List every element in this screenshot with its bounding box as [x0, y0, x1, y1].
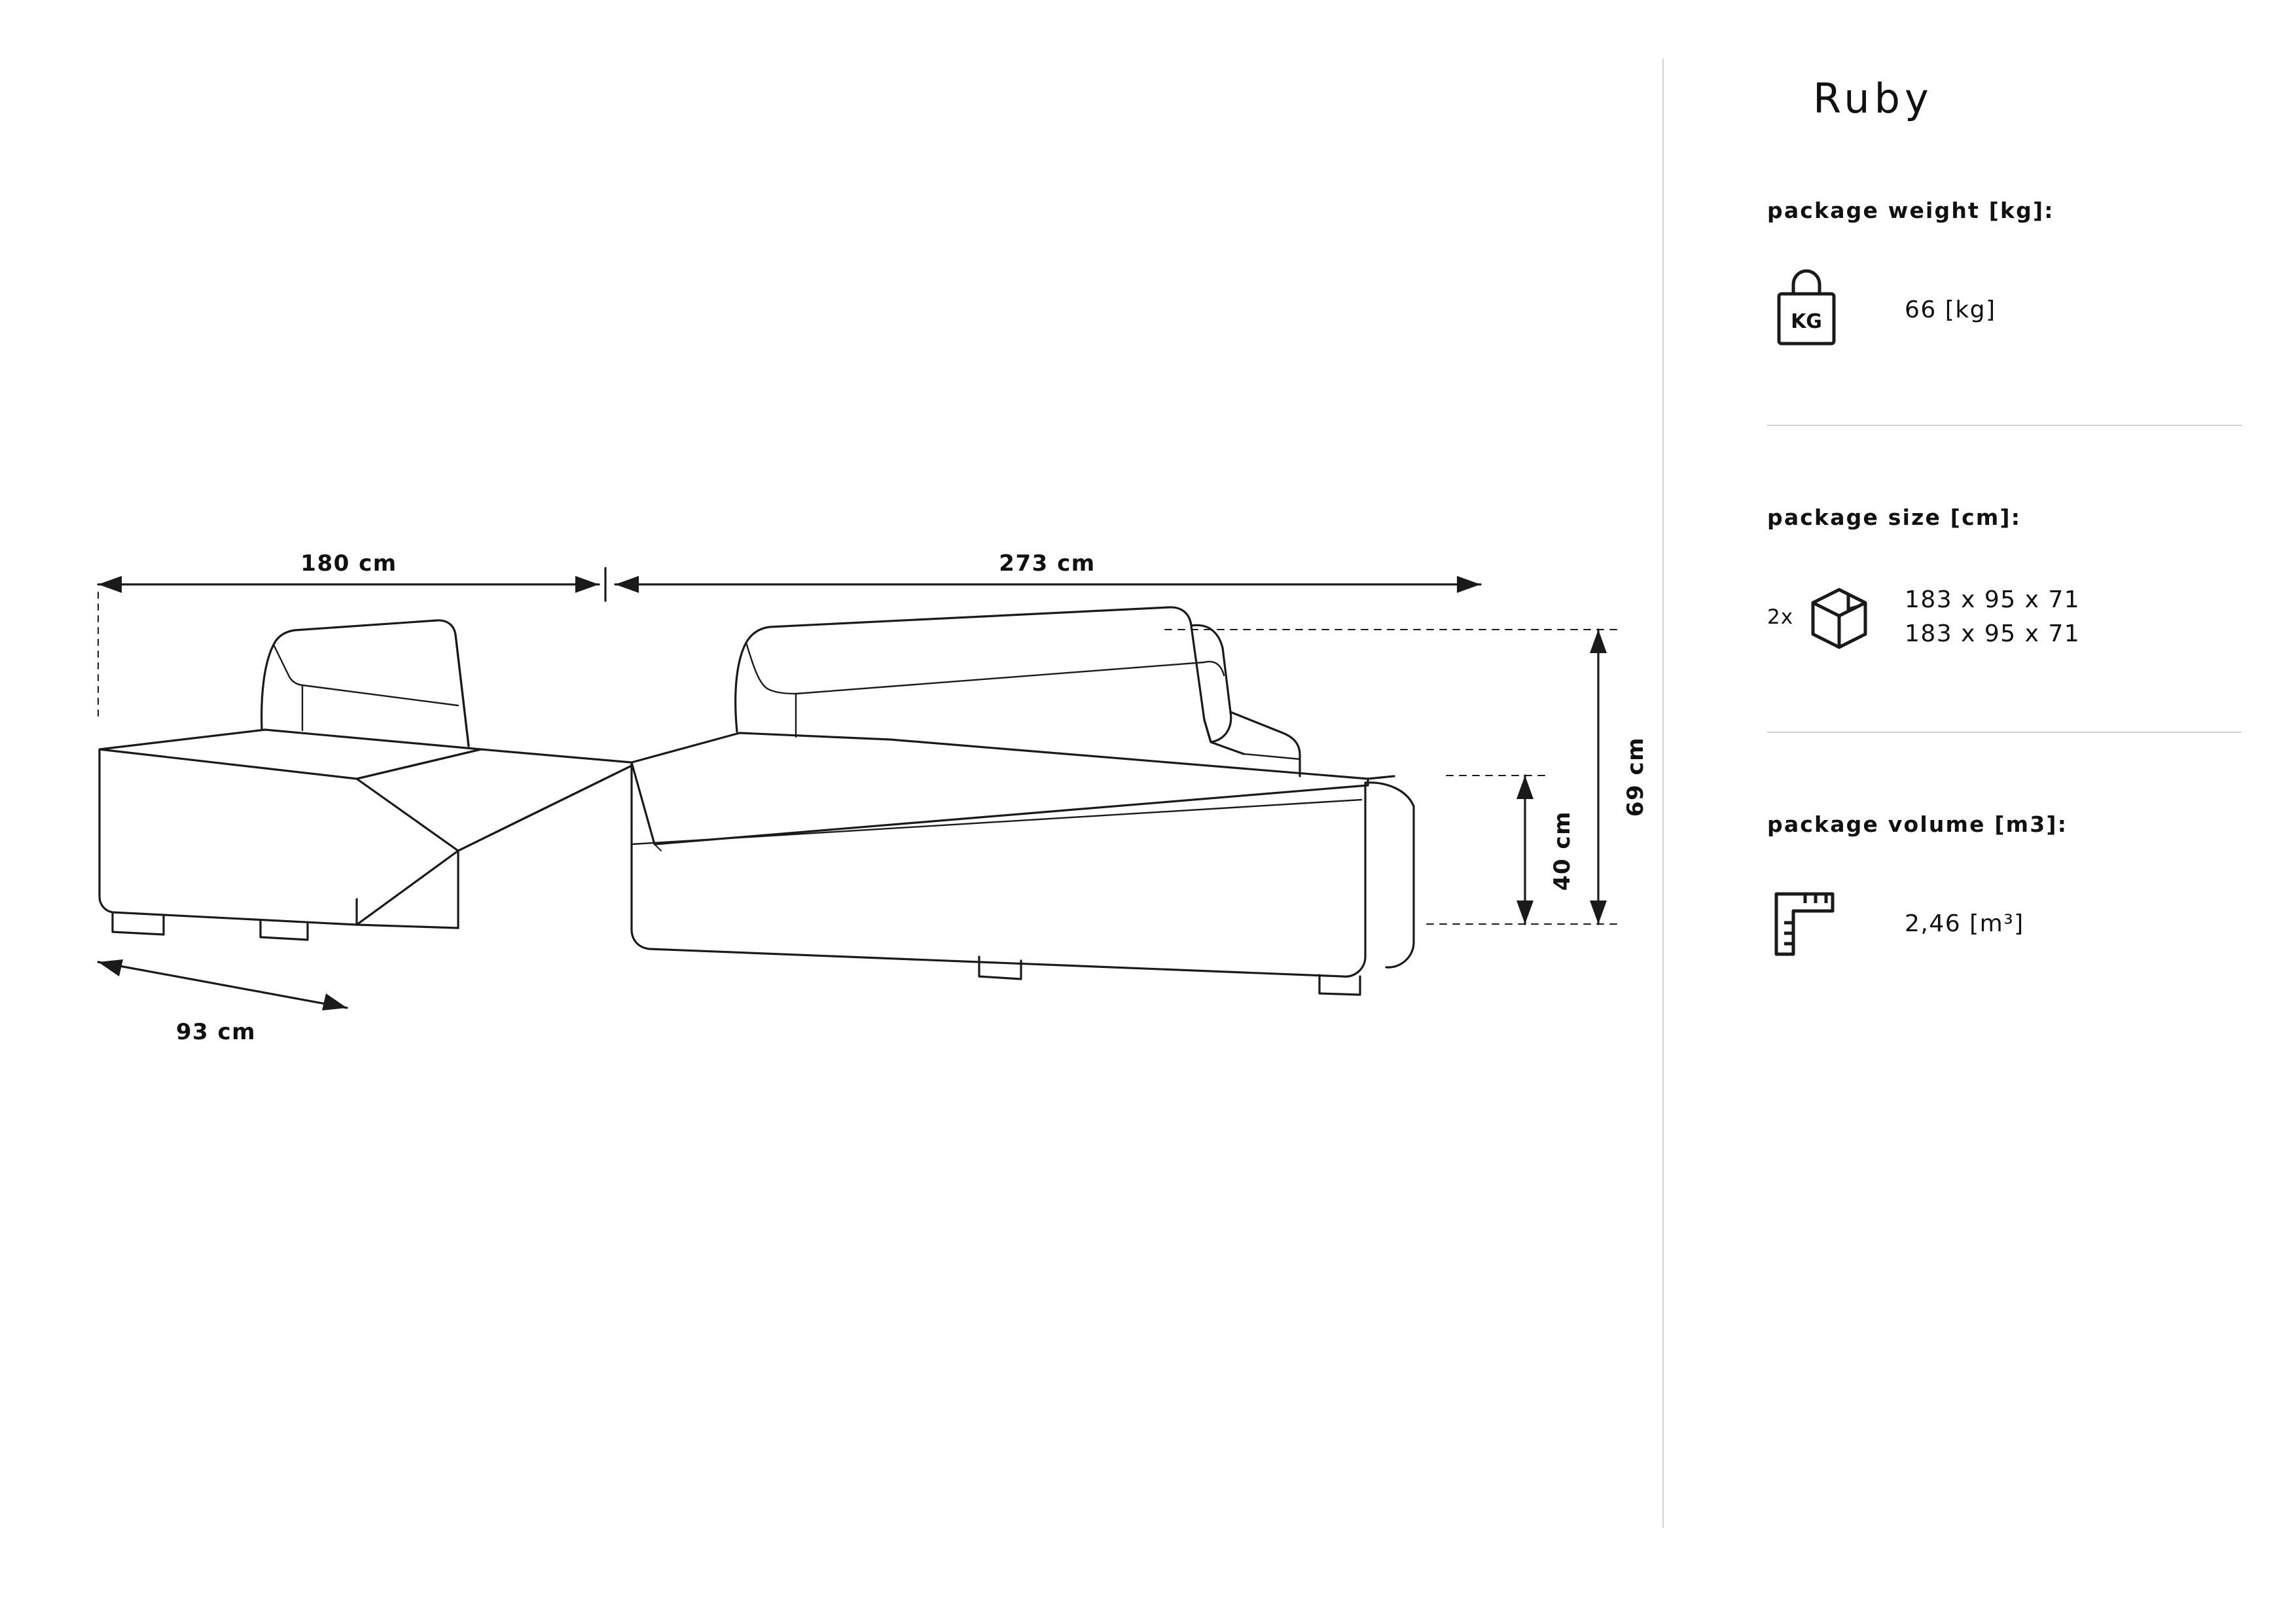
spec-divider-1: [1767, 425, 2242, 426]
kg-icon-text: KG: [1791, 310, 1822, 333]
dim-label-height-seat: 40 cm: [1549, 810, 1575, 891]
package-count: 2x: [1767, 605, 1794, 629]
weight-value: 66 [kg]: [1905, 296, 1996, 323]
spec-value-weight: [1905, 293, 1996, 327]
box-icon: [1800, 578, 1878, 656]
spec-value-size: [1905, 583, 2080, 651]
spec-package-volume: [1767, 812, 2238, 967]
spec-value-volume: [1905, 907, 2024, 941]
dim-label-width-right: 273 cm: [999, 550, 1096, 577]
dim-line-93: [98, 962, 347, 1008]
spec-package-size: [1767, 505, 2238, 733]
spec-divider-2: [1767, 732, 2242, 733]
ruler-icon: [1767, 885, 1905, 963]
page-title: Ruby: [1813, 75, 1933, 122]
spec-label-size: package size [cm]:: [1767, 505, 2022, 530]
size-value-1: 183 x 95 x 71: [1905, 586, 2081, 613]
dim-label-height-total: 69 cm: [1623, 736, 1649, 817]
size-value-2: 183 x 95 x 71: [1905, 620, 2081, 647]
dim-label-depth: 93 cm: [175, 1019, 257, 1045]
spec-package-weight: [1767, 198, 2238, 426]
panel-divider: [1662, 59, 1664, 1528]
dim-label-width-left: 180 cm: [300, 550, 397, 577]
spec-label-volume: package volume [m3]:: [1767, 812, 2068, 837]
spec-label-weight: package weight [kg]:: [1767, 198, 2054, 223]
box-icon-group: [1767, 578, 1905, 656]
spec-panel: [1767, 75, 2238, 967]
kg-bag-icon: [1767, 268, 1905, 353]
volume-value: 2,46 [m³]: [1905, 910, 2024, 937]
